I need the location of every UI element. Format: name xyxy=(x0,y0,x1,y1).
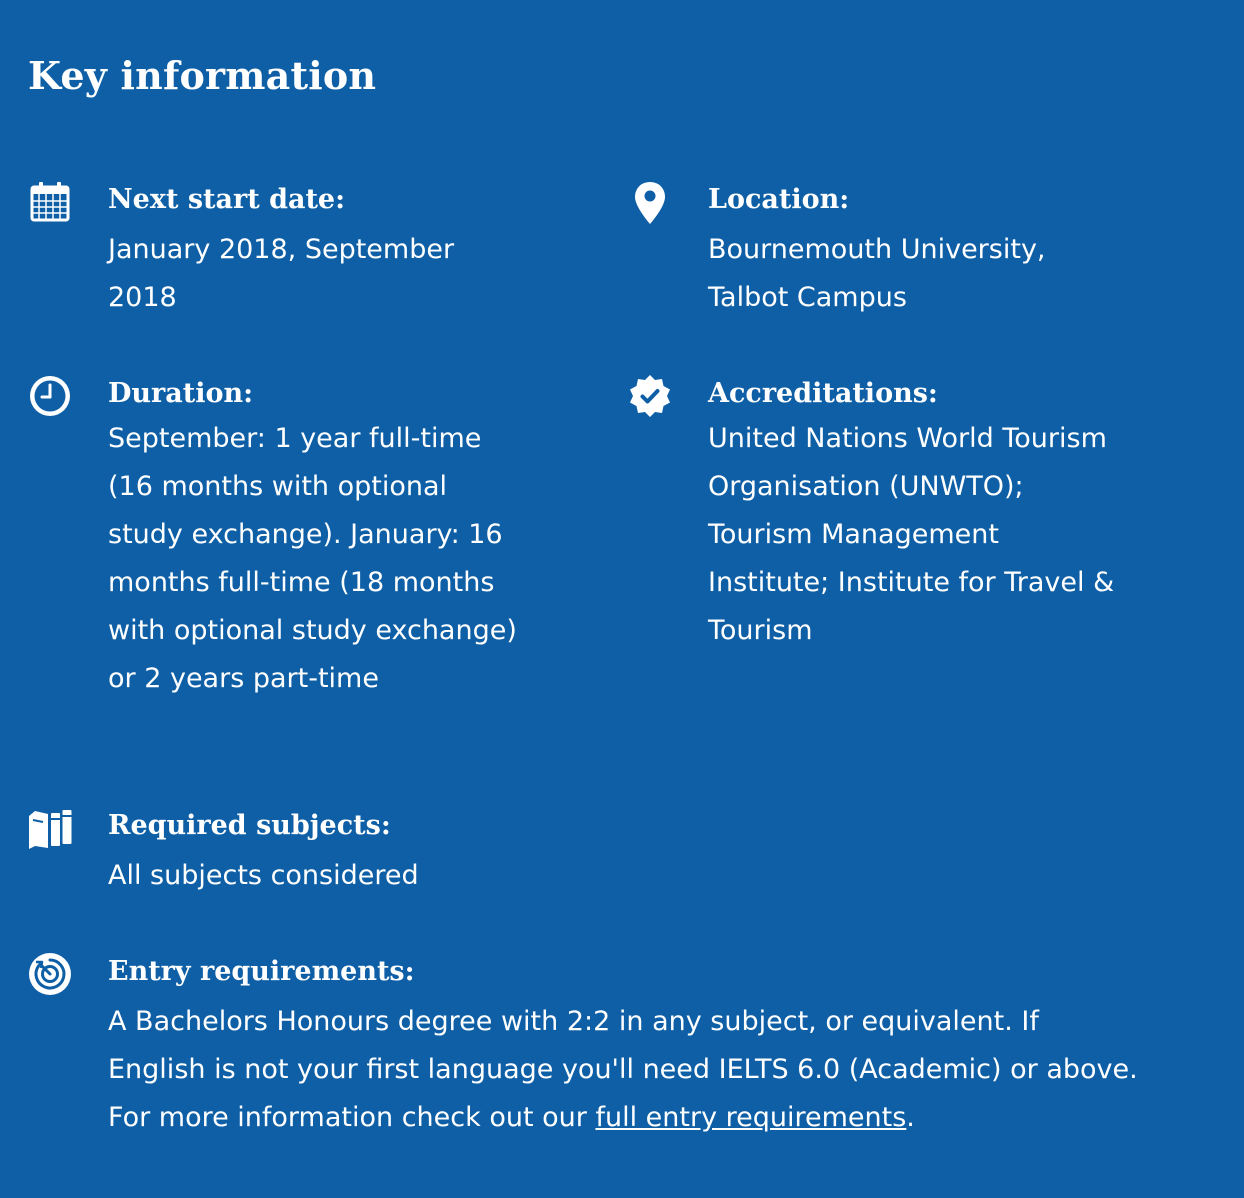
next-start-date-value: January 2018, September 2018 xyxy=(108,234,455,313)
location-value: Bournemouth University, Talbot Campus xyxy=(708,234,1046,313)
accreditations-value: United Nations World Tourism Organisation (UNWTO); Tourism Management Institute; Institute for Travel & Tourism xyxy=(708,423,1115,646)
target-icon xyxy=(28,952,74,998)
location-label: Location: xyxy=(708,184,850,215)
books-icon xyxy=(28,806,74,852)
entry-requirements-value xyxy=(108,998,1228,1142)
full-entry-requirements-link[interactable]: full entry requirements xyxy=(595,1102,907,1133)
duration-value: September: 1 year full-time (16 months with optional study exchange). January: 16 months full-time (18 months with optional study exchange) or 2 years part-time xyxy=(108,423,517,694)
page-title: Key information xyxy=(28,53,377,98)
entry-requirements-label: Entry requirements: xyxy=(108,956,415,987)
clock-icon xyxy=(28,374,74,420)
accreditations-label: Accreditations: xyxy=(708,378,938,409)
required-subjects-value: All subjects considered xyxy=(108,860,419,891)
verified-badge-icon xyxy=(628,374,674,420)
calendar-icon xyxy=(28,180,74,226)
next-start-date-label: Next start date: xyxy=(108,184,346,215)
entry-requirements-line: A Bachelors Honours degree with 2:2 in any subject, or equivalent. If xyxy=(108,1006,1039,1037)
entry-requirements-line xyxy=(108,1094,1228,1142)
duration-label: Duration: xyxy=(108,378,254,409)
required-subjects-label: Required subjects: xyxy=(108,810,391,841)
entry-requirements-line: English is not your first language you'll need IELTS 6.0 (Academic) or above. xyxy=(108,1054,1138,1085)
map-pin-icon xyxy=(628,180,674,226)
entry-requirements-prefix: For more information check out our xyxy=(108,1102,596,1133)
entry-requirements-suffix: . xyxy=(906,1102,915,1133)
